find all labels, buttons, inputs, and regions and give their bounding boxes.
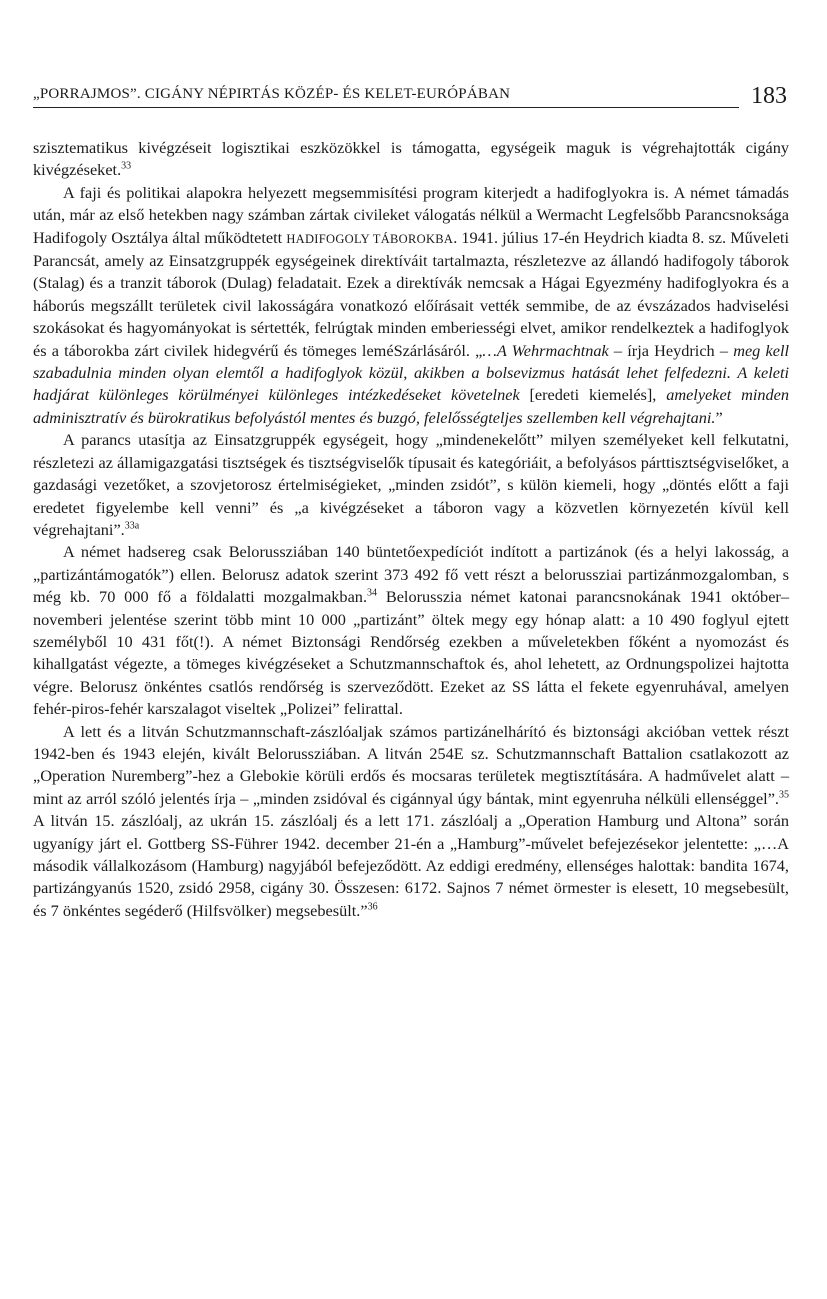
- paragraph-5: [33, 721, 789, 923]
- italic-quote: …A Wehrmachtnak: [482, 340, 609, 360]
- paragraph-1: [33, 137, 789, 182]
- text-run: A faji és politikai alapokra helyezett megsemmisítési program kiterjedt a hadifoglyokra is. A német támadás után, már az első hetekben nagy számban zártak civileket válogatás nélkül a Wermacht Legfelsőbb Parancsnoksága Hadifogoly Osztálya által működtetett: [33, 182, 789, 247]
- running-header: [33, 76, 787, 108]
- text-run: A parancs utasítja az Einsatzgruppék egységeit, hogy „mindenekelőtt” milyen személyeket kell felkutatni, részletezi az államigazgatási tisztségek és tisztségviselők típusait és kategóriáit, a befolyásos párttisztségviselőket, a gazdasági vezetőket, a szovjetorosz értelmiségieket, „minden zsidót”, s külön kiemeli, hogy „döntés előtt a faji eredetet figyelembe kell venni” és „a kivégzéseket a táboron vagy a közvetlen környezetén kívül kell végrehajtani”.: [33, 430, 789, 539]
- text-run: A lett és a litván Schutzmannschaft-zászlóaljak számos partizánelhárító és biztonsági akcióban vettek részt 1942-ben és 1943 elején, kivált Belorussziában. A litván 254E sz. Schutzmannschaft Battalion csatlakozott az „Operation Nuremberg”-hez a Glebokie körüli erdős és mocsaras területek megtisztítására. A hadművelet alatt – mint az arról szóló jelentés írja – „minden zsidóval és cigánnyal úgy bántak, mint egyenruha nélküli ellenséggel”.: [33, 721, 789, 808]
- running-title: „PORRAJMOS”. CIGÁNY NÉPIRTÁS KÖZÉP- ÉS KELET-EURÓPÁBAN: [33, 86, 739, 108]
- page-number: 183: [751, 83, 787, 109]
- paragraph-3: [33, 429, 789, 541]
- paragraph-2: [33, 182, 789, 429]
- text-run: A litván 15. zászlóalj, az ukrán 15. zászlóalj és a lett 171. zászlóalj a „Operation Hamburg und Altona” során ugyanígy járt el. Gottberg SS-Führer 1942. december 21-én a „Hamburg”-művelet befejezésekor jelentette: „…A második vállalkozásom (Hamburg) nagyjából befejeződött. Az eddigi eredmény, ellenséges halottak: bandita 1674, partizángyanús 1520, zsidó 2958, cigány 30. Összesen: 6172. Sajnos 7 német örmester is elesett, 10 megsebesült, és 7 önkéntes segéderő (Hilfsvölker) megsebesült.”: [33, 811, 789, 920]
- paragraph-4: [33, 541, 789, 720]
- italic-quote: meg kell szabadulnia minden olyan elemtől a hadifoglyok közül, akikben a bolsevizmus hatását lehet felfedezni. A keleti hadjárat különleges körülményei különleges intézkedéseket követelnek: [33, 340, 790, 405]
- text-run: . 1941. július 17-én Heydrich kiadta 8. sz. Műveleti Parancsát, amely az Einsatzgruppék egységeinek direktíváit tartalmazta, részletezve az állandó hadifogoly táborok (Stalag) és a tranzit táborok (Dulag) feladatait. Ezek a direktívák nemcsak a Hágai Egyezmény hadifoglyokra és a háborús megszállt területek civil lakosságára vonatkozó előírásait vették semmibe, de az évszázados hadviselési szokásokat és hagyományokat is sértették, felrúgtak minden emberiességi elvet, amikor rendelkeztek a hadifoglyok és a táborokba zárt civilek hidegvérű és tömeges leméSzárlásáról. „: [33, 227, 789, 360]
- small-caps-term: HADIFOGOLY TÁBOROKBA: [286, 231, 454, 246]
- text-run: ”: [715, 407, 723, 427]
- text-run: [eredeti kiemelés],: [519, 385, 667, 405]
- footnote-ref-36: 36: [367, 901, 378, 913]
- text-run: Belorusszia német katonai parancsnokának 1941 október–novemberi jelentése szerint több mint 10 000 „partizánt” öltek megy egy hónap alatt: a 10 490 foglyul ejtett személyből 10 431 főt(!). A német Biztonsági Rendőrség ezekben a műveletekben főként a nyomozást és kihallgatást végezte, a tömeges kivégzéseket a Schutzmannschaftok és, ahol lehetett, az Ordnungspolizei hajtotta végre. Belorusz önkéntes csatlós rendőrség is szerveződött. Ezeket az SS látta el fekete egyenruhával, amelyen fehér-piros-fehér karszalagot viseltek „Polizei” felirattal.: [33, 587, 789, 719]
- body-text: [33, 137, 789, 922]
- text-run: szisztematikus kivégzéseit logisztikai eszközökkel is támogatta, egységeik maguk is végrehajtották cigány kivégzéseket.: [33, 138, 789, 180]
- italic-quote: amelyeket minden adminisztratív és bürokratikus befolyástól mentes és buzgó, felelősségteljes szellemben kell végrehajtani.: [33, 385, 790, 427]
- footnote-ref-35: 35: [779, 789, 789, 801]
- footnote-ref-33: 33: [121, 160, 132, 172]
- text-run: A német hadsereg csak Belorussziában 140 büntetőexpedíciót indított a partizánok (és a helyi lakosság, a „partizántámogatók”) ellen. Belorusz adatok szerint 373 492 fő vett részt a belorussziai partizánmozgalomban, s még kb. 70 000 fő a földalatti mozgalmakban.: [33, 542, 789, 607]
- footnote-ref-34: 34: [367, 587, 378, 599]
- footnote-ref-33a: 33a: [124, 520, 140, 532]
- text-run: – írja Heydrich –: [608, 340, 734, 360]
